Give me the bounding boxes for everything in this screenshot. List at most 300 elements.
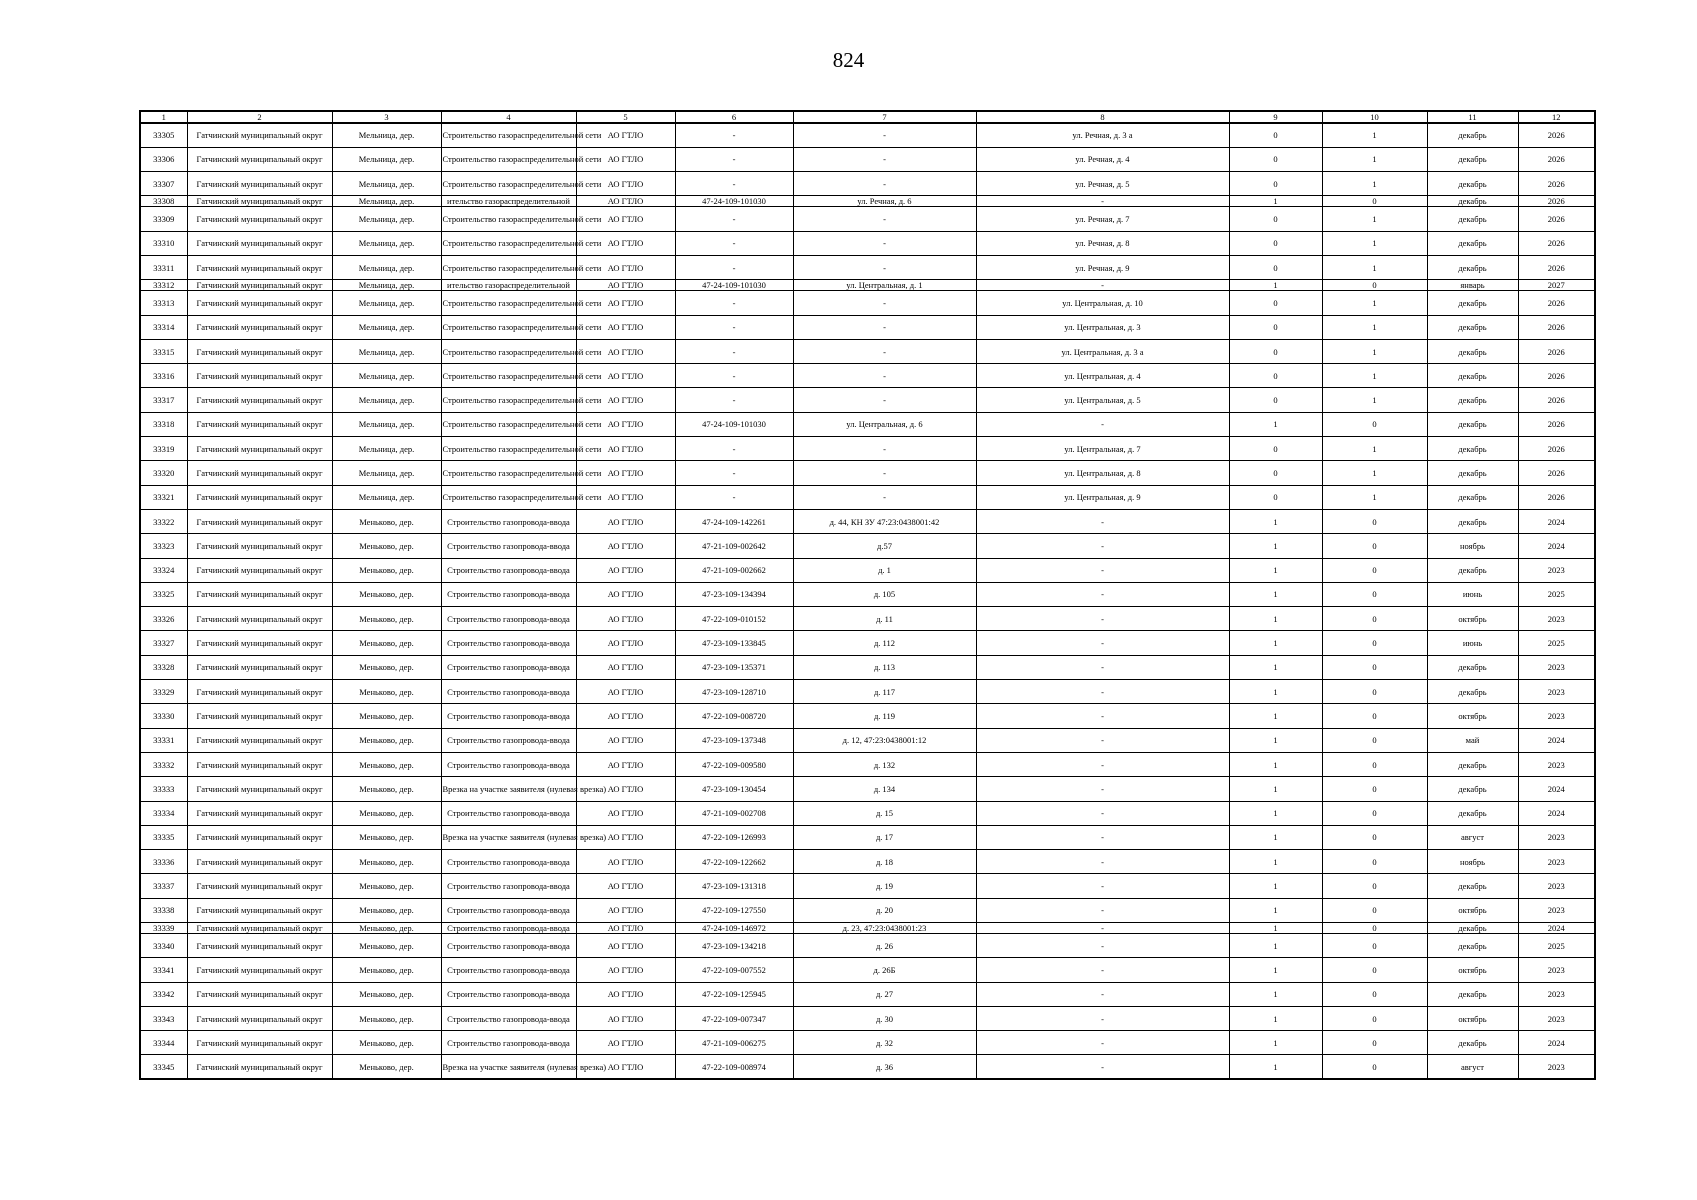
- organization-cell: АО ГТЛО: [576, 728, 675, 752]
- organization-cell: АО ГТЛО: [576, 255, 675, 279]
- count-cell: 1: [1229, 582, 1322, 606]
- network-address-cell: -: [976, 704, 1229, 728]
- count-cell: 0: [1229, 172, 1322, 196]
- count-cell: 0: [1229, 388, 1322, 412]
- network-address-cell: -: [976, 934, 1229, 958]
- row-number-cell: 33338: [140, 898, 187, 922]
- work-type-cell: Строительство газораспределительной сети: [441, 123, 576, 147]
- row-number-cell: 33344: [140, 1031, 187, 1055]
- work-type-cell: Строительство газопровода-ввода: [441, 982, 576, 1006]
- work-type-cell: Строительство газопровода-ввода: [441, 874, 576, 898]
- application-number-cell: 47-22-109-125945: [675, 982, 793, 1006]
- address-cell: д. 134: [793, 777, 976, 801]
- column-header: 7: [793, 111, 976, 123]
- year-cell: 2023: [1518, 1006, 1595, 1030]
- work-type-cell: Строительство газораспределительной сети: [441, 315, 576, 339]
- month-cell: декабрь: [1427, 934, 1518, 958]
- address-cell: -: [793, 255, 976, 279]
- work-type-cell: Строительство газораспределительной сети: [441, 231, 576, 255]
- district-cell: Гатчинский муниципальный округ: [187, 196, 332, 207]
- month-cell: октябрь: [1427, 607, 1518, 631]
- application-number-cell: 47-24-109-101030: [675, 280, 793, 291]
- network-address-cell: ул. Речная, д. 7: [976, 207, 1229, 231]
- month-cell: июнь: [1427, 582, 1518, 606]
- work-type-cell: Строительство газопровода-ввода: [441, 1006, 576, 1030]
- year-cell: 2024: [1518, 801, 1595, 825]
- count-cell: 0: [1229, 147, 1322, 171]
- address-cell: д. 112: [793, 631, 976, 655]
- year-cell: 2026: [1518, 388, 1595, 412]
- table-row: [140, 728, 1595, 752]
- organization-cell: АО ГТЛО: [576, 339, 675, 363]
- settlement-cell: Меньково, дер.: [332, 680, 441, 704]
- address-cell: -: [793, 172, 976, 196]
- row-number-cell: 33322: [140, 509, 187, 533]
- year-cell: 2023: [1518, 655, 1595, 679]
- month-cell: декабрь: [1427, 509, 1518, 533]
- organization-cell: АО ГТЛО: [576, 801, 675, 825]
- row-number-cell: 33342: [140, 982, 187, 1006]
- settlement-cell: Мельница, дер.: [332, 231, 441, 255]
- application-number-cell: 47-21-109-006275: [675, 1031, 793, 1055]
- count-cell: 1: [1229, 412, 1322, 436]
- settlement-cell: Мельница, дер.: [332, 461, 441, 485]
- table-row: [140, 1055, 1595, 1079]
- district-cell: Гатчинский муниципальный округ: [187, 982, 332, 1006]
- table-row: [140, 1006, 1595, 1030]
- organization-cell: АО ГТЛО: [576, 196, 675, 207]
- year-cell: 2027: [1518, 280, 1595, 291]
- row-number-cell: 33333: [140, 777, 187, 801]
- table-row: [140, 1031, 1595, 1055]
- row-number-cell: 33336: [140, 850, 187, 874]
- network-address-cell: -: [976, 680, 1229, 704]
- year-cell: 2026: [1518, 364, 1595, 388]
- year-cell: 2026: [1518, 461, 1595, 485]
- count-cell: 1: [1229, 777, 1322, 801]
- settlement-cell: Меньково, дер.: [332, 874, 441, 898]
- application-number-cell: 47-24-109-101030: [675, 196, 793, 207]
- page-number: 824: [832, 48, 865, 72]
- year-cell: 2024: [1518, 923, 1595, 934]
- settlement-cell: Меньково, дер.: [332, 1006, 441, 1030]
- network-address-cell: ул. Центральная, д. 7: [976, 437, 1229, 461]
- count-cell: 1: [1229, 1055, 1322, 1079]
- settlement-cell: Мельница, дер.: [332, 207, 441, 231]
- count-cell: 0: [1322, 196, 1427, 207]
- month-cell: декабрь: [1427, 437, 1518, 461]
- table-row: [140, 704, 1595, 728]
- month-cell: июнь: [1427, 631, 1518, 655]
- column-header: 11: [1427, 111, 1518, 123]
- row-number-cell: 33339: [140, 923, 187, 934]
- district-cell: Гатчинский муниципальный округ: [187, 437, 332, 461]
- table-row: [140, 388, 1595, 412]
- count-cell: 1: [1229, 196, 1322, 207]
- work-type-cell: Строительство газопровода-ввода: [441, 728, 576, 752]
- year-cell: 2026: [1518, 196, 1595, 207]
- organization-cell: АО ГТЛО: [576, 1031, 675, 1055]
- settlement-cell: Меньково, дер.: [332, 923, 441, 934]
- month-cell: декабрь: [1427, 461, 1518, 485]
- district-cell: Гатчинский муниципальный округ: [187, 280, 332, 291]
- address-cell: -: [793, 315, 976, 339]
- work-type-cell: Строительство газопровода-ввода: [441, 655, 576, 679]
- organization-cell: АО ГТЛО: [576, 934, 675, 958]
- application-number-cell: -: [675, 123, 793, 147]
- district-cell: Гатчинский муниципальный округ: [187, 801, 332, 825]
- application-number-cell: 47-22-109-122662: [675, 850, 793, 874]
- count-cell: 0: [1322, 680, 1427, 704]
- address-cell: д. 36: [793, 1055, 976, 1079]
- count-cell: 1: [1229, 534, 1322, 558]
- count-cell: 0: [1322, 655, 1427, 679]
- work-type-cell: Строительство газораспределительной сети: [441, 291, 576, 315]
- count-cell: 0: [1322, 558, 1427, 582]
- network-address-cell: ул. Речная, д. 9: [976, 255, 1229, 279]
- year-cell: 2023: [1518, 825, 1595, 849]
- count-cell: 0: [1322, 934, 1427, 958]
- column-header: 4: [441, 111, 576, 123]
- application-number-cell: 47-23-109-137348: [675, 728, 793, 752]
- district-cell: Гатчинский муниципальный округ: [187, 898, 332, 922]
- application-number-cell: -: [675, 485, 793, 509]
- year-cell: 2024: [1518, 509, 1595, 533]
- network-address-cell: -: [976, 850, 1229, 874]
- count-cell: 0: [1322, 1031, 1427, 1055]
- organization-cell: АО ГТЛО: [576, 1006, 675, 1030]
- network-address-cell: -: [976, 582, 1229, 606]
- district-cell: Гатчинский муниципальный округ: [187, 1006, 332, 1030]
- month-cell: декабрь: [1427, 339, 1518, 363]
- settlement-cell: Мельница, дер.: [332, 437, 441, 461]
- table-row: [140, 923, 1595, 934]
- network-address-cell: -: [976, 534, 1229, 558]
- year-cell: 2026: [1518, 231, 1595, 255]
- network-address-cell: -: [976, 752, 1229, 776]
- year-cell: 2023: [1518, 1055, 1595, 1079]
- application-number-cell: 47-21-109-002662: [675, 558, 793, 582]
- application-number-cell: -: [675, 231, 793, 255]
- month-cell: декабрь: [1427, 680, 1518, 704]
- district-cell: Гатчинский муниципальный округ: [187, 1031, 332, 1055]
- network-address-cell: ул. Центральная, д. 3 а: [976, 339, 1229, 363]
- settlement-cell: Меньково, дер.: [332, 509, 441, 533]
- table-row: [140, 534, 1595, 558]
- district-cell: Гатчинский муниципальный округ: [187, 704, 332, 728]
- year-cell: 2023: [1518, 982, 1595, 1006]
- row-number-cell: 33329: [140, 680, 187, 704]
- settlement-cell: Меньково, дер.: [332, 728, 441, 752]
- network-address-cell: -: [976, 1006, 1229, 1030]
- network-address-cell: ул. Речная, д. 8: [976, 231, 1229, 255]
- table-row: [140, 958, 1595, 982]
- year-cell: 2025: [1518, 631, 1595, 655]
- settlement-cell: Мельница, дер.: [332, 123, 441, 147]
- count-cell: 0: [1322, 509, 1427, 533]
- count-cell: 0: [1322, 825, 1427, 849]
- address-cell: -: [793, 339, 976, 363]
- row-number-cell: 33310: [140, 231, 187, 255]
- application-number-cell: -: [675, 207, 793, 231]
- month-cell: август: [1427, 1055, 1518, 1079]
- table-row: [140, 280, 1595, 291]
- organization-cell: АО ГТЛО: [576, 631, 675, 655]
- network-address-cell: ул. Центральная, д. 4: [976, 364, 1229, 388]
- table-row: [140, 509, 1595, 533]
- row-number-cell: 33309: [140, 207, 187, 231]
- row-number-cell: 33320: [140, 461, 187, 485]
- count-cell: 0: [1229, 437, 1322, 461]
- network-address-cell: -: [976, 825, 1229, 849]
- address-cell: д. 26: [793, 934, 976, 958]
- network-address-cell: -: [976, 412, 1229, 436]
- count-cell: 1: [1322, 147, 1427, 171]
- year-cell: 2026: [1518, 255, 1595, 279]
- address-cell: д. 30: [793, 1006, 976, 1030]
- table-row: [140, 558, 1595, 582]
- month-cell: май: [1427, 728, 1518, 752]
- month-cell: октябрь: [1427, 704, 1518, 728]
- year-cell: 2023: [1518, 752, 1595, 776]
- address-cell: ул. Центральная, д. 6: [793, 412, 976, 436]
- application-number-cell: 47-24-109-101030: [675, 412, 793, 436]
- application-number-cell: 47-21-109-002708: [675, 801, 793, 825]
- year-cell: 2026: [1518, 315, 1595, 339]
- network-address-cell: ул. Центральная, д. 3: [976, 315, 1229, 339]
- address-cell: д. 20: [793, 898, 976, 922]
- district-cell: Гатчинский муниципальный округ: [187, 655, 332, 679]
- count-cell: 0: [1229, 339, 1322, 363]
- count-cell: 0: [1229, 207, 1322, 231]
- table-row: [140, 825, 1595, 849]
- network-address-cell: -: [976, 728, 1229, 752]
- settlement-cell: Мельница, дер.: [332, 315, 441, 339]
- year-cell: 2023: [1518, 558, 1595, 582]
- organization-cell: АО ГТЛО: [576, 582, 675, 606]
- work-type-cell: Строительство газораспределительной сети: [441, 207, 576, 231]
- row-number-cell: 33345: [140, 1055, 187, 1079]
- settlement-cell: Меньково, дер.: [332, 898, 441, 922]
- table-row: [140, 412, 1595, 436]
- month-cell: октябрь: [1427, 898, 1518, 922]
- table-row: [140, 172, 1595, 196]
- count-cell: 1: [1229, 934, 1322, 958]
- network-address-cell: -: [976, 1055, 1229, 1079]
- district-cell: Гатчинский муниципальный округ: [187, 315, 332, 339]
- settlement-cell: Меньково, дер.: [332, 801, 441, 825]
- work-type-cell: Строительство газопровода-ввода: [441, 509, 576, 533]
- address-cell: -: [793, 207, 976, 231]
- settlement-cell: Мельница, дер.: [332, 339, 441, 363]
- registry-table: [139, 110, 1596, 1080]
- row-number-cell: 33335: [140, 825, 187, 849]
- work-type-cell: Строительство газораспределительной сети: [441, 437, 576, 461]
- month-cell: декабрь: [1427, 196, 1518, 207]
- district-cell: Гатчинский муниципальный округ: [187, 728, 332, 752]
- table-row: [140, 680, 1595, 704]
- row-number-cell: 33319: [140, 437, 187, 461]
- count-cell: 0: [1322, 898, 1427, 922]
- district-cell: Гатчинский муниципальный округ: [187, 923, 332, 934]
- application-number-cell: 47-22-109-127550: [675, 898, 793, 922]
- row-number-cell: 33314: [140, 315, 187, 339]
- network-address-cell: ул. Центральная, д. 8: [976, 461, 1229, 485]
- settlement-cell: Мельница, дер.: [332, 291, 441, 315]
- organization-cell: АО ГТЛО: [576, 291, 675, 315]
- network-address-cell: -: [976, 607, 1229, 631]
- year-cell: 2024: [1518, 777, 1595, 801]
- row-number-cell: 33325: [140, 582, 187, 606]
- organization-cell: АО ГТЛО: [576, 534, 675, 558]
- row-number-cell: 33343: [140, 1006, 187, 1030]
- district-cell: Гатчинский муниципальный округ: [187, 534, 332, 558]
- month-cell: декабрь: [1427, 412, 1518, 436]
- network-address-cell: -: [976, 509, 1229, 533]
- application-number-cell: 47-22-109-008720: [675, 704, 793, 728]
- work-type-cell: Строительство газопровода-ввода: [441, 558, 576, 582]
- work-type-cell: Строительство газопровода-ввода: [441, 1031, 576, 1055]
- year-cell: 2026: [1518, 172, 1595, 196]
- address-cell: д. 19: [793, 874, 976, 898]
- row-number-cell: 33330: [140, 704, 187, 728]
- table-row: [140, 255, 1595, 279]
- settlement-cell: Меньково, дер.: [332, 582, 441, 606]
- settlement-cell: Меньково, дер.: [332, 631, 441, 655]
- organization-cell: АО ГТЛО: [576, 923, 675, 934]
- district-cell: Гатчинский муниципальный округ: [187, 339, 332, 363]
- table-row: [140, 752, 1595, 776]
- network-address-cell: -: [976, 801, 1229, 825]
- address-cell: -: [793, 147, 976, 171]
- network-address-cell: -: [976, 777, 1229, 801]
- organization-cell: АО ГТЛО: [576, 874, 675, 898]
- count-cell: 0: [1322, 752, 1427, 776]
- table-row: [140, 231, 1595, 255]
- table-row: [140, 485, 1595, 509]
- count-cell: 1: [1229, 801, 1322, 825]
- district-cell: Гатчинский муниципальный округ: [187, 752, 332, 776]
- network-address-cell: -: [976, 655, 1229, 679]
- organization-cell: АО ГТЛО: [576, 982, 675, 1006]
- work-type-cell: Строительство газопровода-ввода: [441, 898, 576, 922]
- application-number-cell: 47-23-109-133845: [675, 631, 793, 655]
- table-row: [140, 934, 1595, 958]
- row-number-cell: 33323: [140, 534, 187, 558]
- organization-cell: АО ГТЛО: [576, 752, 675, 776]
- column-number-row: [140, 111, 1595, 123]
- settlement-cell: Меньково, дер.: [332, 777, 441, 801]
- settlement-cell: Мельница, дер.: [332, 485, 441, 509]
- settlement-cell: Мельница, дер.: [332, 412, 441, 436]
- organization-cell: АО ГТЛО: [576, 388, 675, 412]
- organization-cell: АО ГТЛО: [576, 850, 675, 874]
- network-address-cell: -: [976, 558, 1229, 582]
- network-address-cell: ул. Речная, д. 4: [976, 147, 1229, 171]
- address-cell: -: [793, 123, 976, 147]
- application-number-cell: 47-23-109-135371: [675, 655, 793, 679]
- year-cell: 2023: [1518, 958, 1595, 982]
- address-cell: д. 17: [793, 825, 976, 849]
- network-address-cell: ул. Центральная, д. 10: [976, 291, 1229, 315]
- count-cell: 1: [1322, 231, 1427, 255]
- table-row: [140, 207, 1595, 231]
- work-type-cell: Строительство газораспределительной сети: [441, 364, 576, 388]
- work-type-cell: Строительство газораспределительной сети: [441, 255, 576, 279]
- application-number-cell: 47-24-109-146972: [675, 923, 793, 934]
- month-cell: декабрь: [1427, 752, 1518, 776]
- month-cell: декабрь: [1427, 655, 1518, 679]
- settlement-cell: Меньково, дер.: [332, 534, 441, 558]
- address-cell: -: [793, 231, 976, 255]
- table-row: [140, 437, 1595, 461]
- address-cell: д. 11: [793, 607, 976, 631]
- organization-cell: АО ГТЛО: [576, 958, 675, 982]
- application-number-cell: 47-24-109-142261: [675, 509, 793, 533]
- work-type-cell: Строительство газораспределительной сети: [441, 339, 576, 363]
- address-cell: -: [793, 461, 976, 485]
- application-number-cell: 47-22-109-007347: [675, 1006, 793, 1030]
- district-cell: Гатчинский муниципальный округ: [187, 412, 332, 436]
- application-number-cell: -: [675, 437, 793, 461]
- application-number-cell: 47-23-109-134394: [675, 582, 793, 606]
- count-cell: 1: [1322, 388, 1427, 412]
- year-cell: 2026: [1518, 412, 1595, 436]
- month-cell: декабрь: [1427, 923, 1518, 934]
- count-cell: 0: [1229, 123, 1322, 147]
- row-number-cell: 33332: [140, 752, 187, 776]
- district-cell: Гатчинский муниципальный округ: [187, 509, 332, 533]
- district-cell: Гатчинский муниципальный округ: [187, 172, 332, 196]
- count-cell: 0: [1322, 704, 1427, 728]
- organization-cell: АО ГТЛО: [576, 777, 675, 801]
- year-cell: 2023: [1518, 607, 1595, 631]
- organization-cell: АО ГТЛО: [576, 485, 675, 509]
- work-type-cell: Строительство газопровода-ввода: [441, 850, 576, 874]
- settlement-cell: Мельница, дер.: [332, 364, 441, 388]
- organization-cell: АО ГТЛО: [576, 437, 675, 461]
- count-cell: 0: [1229, 255, 1322, 279]
- district-cell: Гатчинский муниципальный округ: [187, 825, 332, 849]
- year-cell: 2026: [1518, 147, 1595, 171]
- row-number-cell: 33326: [140, 607, 187, 631]
- work-type-cell: Строительство газораспределительной сети: [441, 485, 576, 509]
- district-cell: Гатчинский муниципальный округ: [187, 934, 332, 958]
- table-row: [140, 982, 1595, 1006]
- row-number-cell: 33318: [140, 412, 187, 436]
- month-cell: декабрь: [1427, 777, 1518, 801]
- settlement-cell: Меньково, дер.: [332, 934, 441, 958]
- organization-cell: АО ГТЛО: [576, 825, 675, 849]
- address-cell: -: [793, 485, 976, 509]
- district-cell: Гатчинский муниципальный округ: [187, 607, 332, 631]
- row-number-cell: 33341: [140, 958, 187, 982]
- month-cell: декабрь: [1427, 485, 1518, 509]
- row-number-cell: 33313: [140, 291, 187, 315]
- application-number-cell: -: [675, 364, 793, 388]
- count-cell: 1: [1322, 315, 1427, 339]
- district-cell: Гатчинский муниципальный округ: [187, 231, 332, 255]
- table-row: [140, 801, 1595, 825]
- count-cell: 0: [1322, 534, 1427, 558]
- month-cell: октябрь: [1427, 958, 1518, 982]
- organization-cell: АО ГТЛО: [576, 147, 675, 171]
- count-cell: 0: [1322, 280, 1427, 291]
- organization-cell: АО ГТЛО: [576, 172, 675, 196]
- count-cell: 0: [1322, 1006, 1427, 1030]
- settlement-cell: Мельница, дер.: [332, 172, 441, 196]
- address-cell: д. 44, КН ЗУ 47:23:0438001:42: [793, 509, 976, 533]
